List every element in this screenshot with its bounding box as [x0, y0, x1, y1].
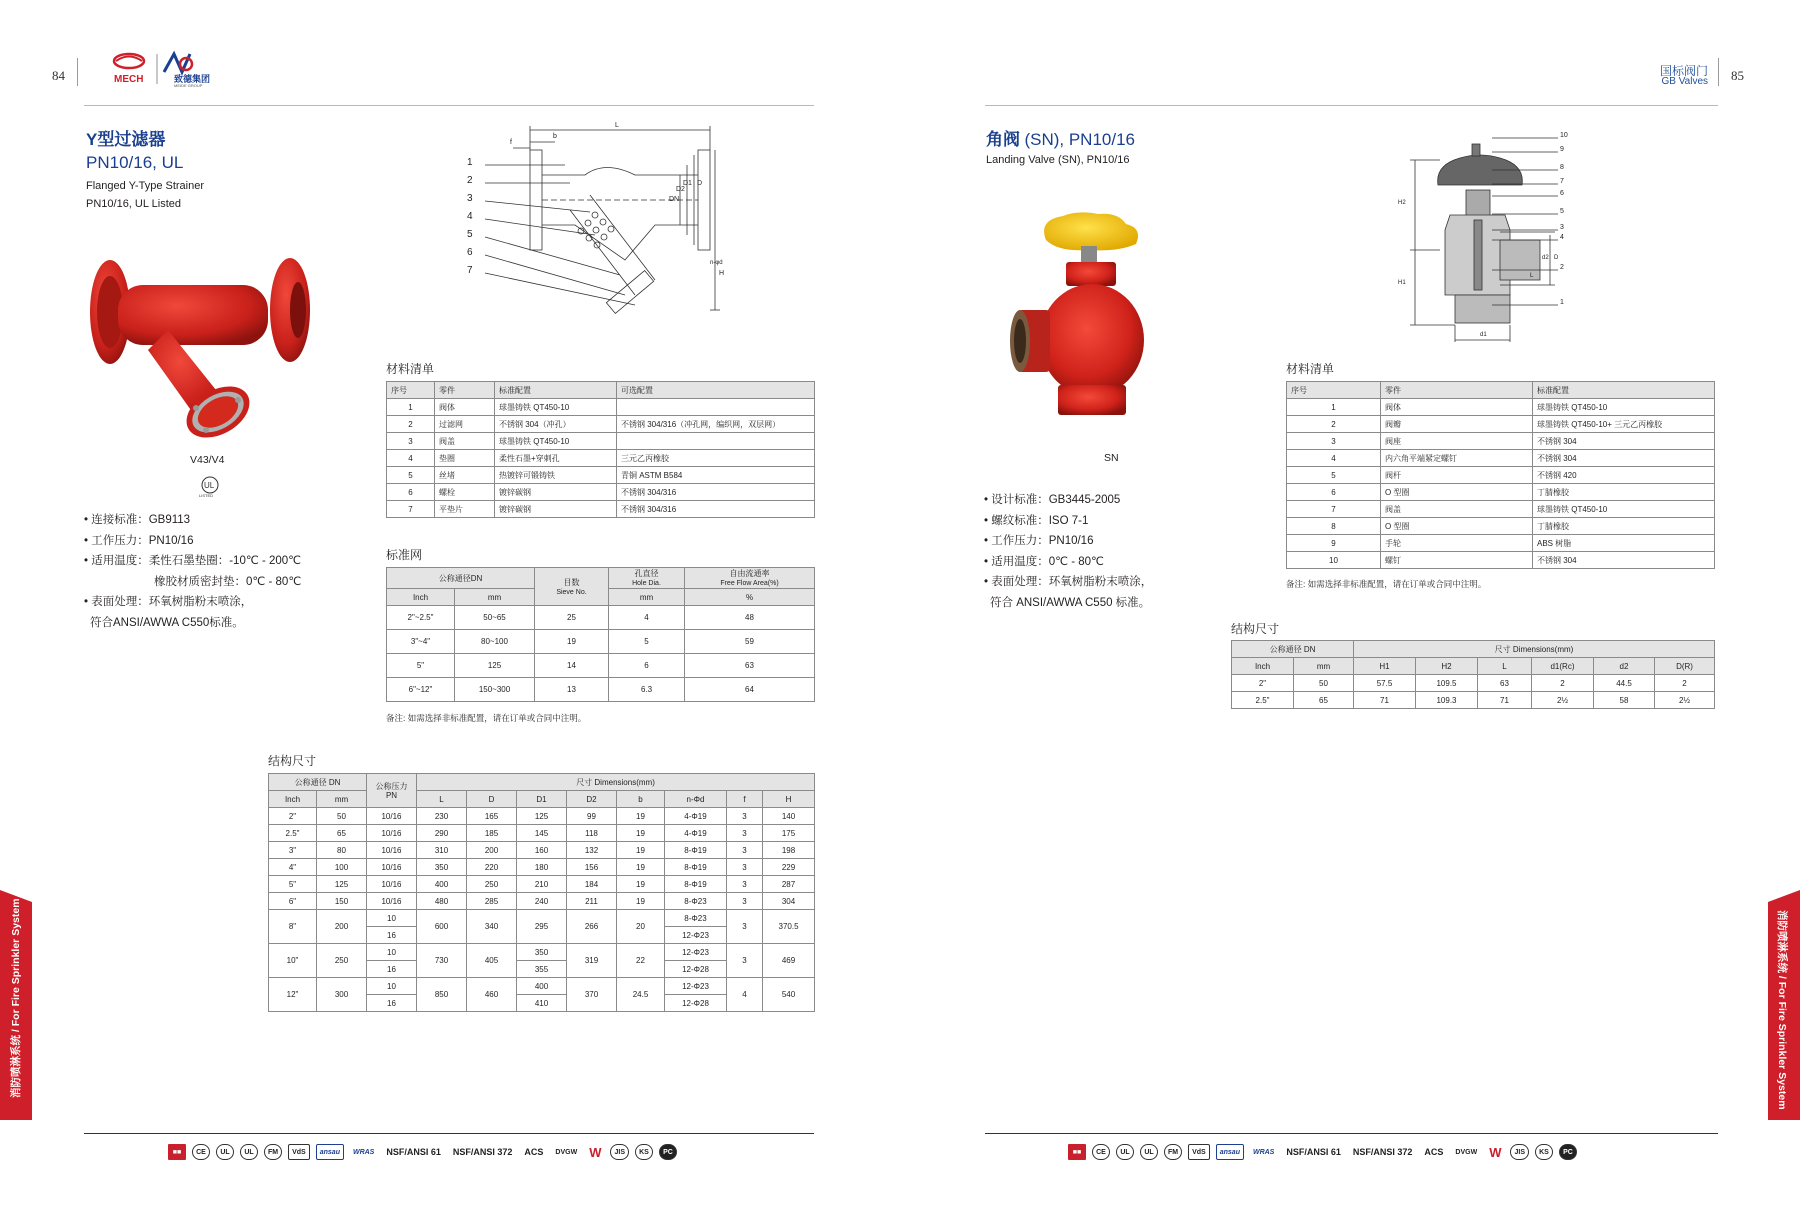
dim-label: D1 [683, 180, 692, 187]
right-side-tab-text: 消防喷淋系统 / For Fire Sprinkler System [1776, 910, 1788, 1110]
dim-label: D [1554, 255, 1559, 261]
valve-materials-note: 备注: 如需选择非标准配置，请在订单或合同中注明。 [1286, 579, 1487, 589]
strainer-materials-title: 材料清单 [386, 362, 435, 376]
cert-w-icon: W [1489, 1144, 1502, 1160]
table-row: 9 手轮 ABS 树脂 [1287, 535, 1715, 552]
dim-label: L [615, 122, 619, 129]
table-header: 序号 [1287, 382, 1381, 399]
cert-w-icon: W [589, 1144, 602, 1160]
cert-ul2-icon: UL [240, 1144, 258, 1160]
ul-listed-text: LISTED [199, 493, 214, 498]
cert-acs-text: ACS [1424, 1147, 1444, 1157]
cert-pc-icon: PC [659, 1144, 677, 1160]
table-row: 2.5" 65 71 109.3 71 2½ 58 2½ [1232, 692, 1715, 709]
spec-line: 符合ANSI/AWWA C550标准。 [90, 616, 244, 629]
table-row: 5" 125 14 6 63 [387, 654, 815, 678]
table-row: 5 丝堵 热镀锌可锻铸铁 青铜 ASTM B584 [387, 467, 815, 484]
table-header: 序号 [387, 382, 435, 399]
ul-listed-icon [199, 476, 221, 494]
cert-dvgw-icon: DVGW [555, 1148, 578, 1156]
cert-vds-icon: VdS [288, 1144, 310, 1160]
dim-label: H [719, 270, 725, 277]
table-row: 3"~4" 80~100 19 5 59 [387, 630, 815, 654]
table-row: 5" 125 10/16 400 250 210 184 19 8-Φ19 3 287 [269, 876, 815, 893]
valve-title [986, 125, 1135, 150]
table-header: 标准配置 [495, 382, 617, 399]
header-rule-right [985, 105, 1718, 106]
callout-label: 10 [1560, 132, 1568, 139]
callout-label: 1 [467, 157, 473, 168]
callout-label: 3 [467, 193, 473, 204]
table-row: 4" 100 10/16 350 220 180 156 19 8-Φ19 3 229 [269, 859, 815, 876]
header-divider-right [1718, 58, 1719, 86]
certification-strip-left [168, 1144, 677, 1160]
cert-ul-icon: UL [216, 1144, 234, 1160]
dim-label: L [1530, 273, 1534, 279]
cert-ansai-icon: ansaи [316, 1144, 344, 1160]
dim-label: d1 [1480, 332, 1487, 338]
strainer-specs [84, 510, 344, 633]
table-header: 公称通径 DN [269, 774, 367, 791]
dim-label: f [510, 139, 512, 146]
spec-line: • 表面处理：环氧树脂粉末喷涂， [84, 596, 253, 608]
table-row: 1 阀体 球墨铸铁 QT450-10 [1287, 399, 1715, 416]
cert-ul2-icon: UL [1140, 1144, 1158, 1160]
table-header: 标准配置 [1533, 382, 1715, 399]
valve-technical-drawing [1380, 130, 1580, 345]
spec-line: • 适用温度：0℃ - 80℃ [984, 555, 1104, 568]
spec-line: • 工作压力：PN10/16 [984, 535, 1094, 547]
valve-materials-title: 材料清单 [1286, 362, 1335, 376]
table-row: 8" 200 10 600 340 295 266 20 8-Φ23 3 370.5 [269, 910, 815, 927]
logo-mech-text: MECH [114, 74, 144, 85]
spec-line: • 工作压力：PN10/16 [84, 534, 194, 547]
cert-pc-icon: PC [1559, 1144, 1577, 1160]
cert-fm-icon: FM [264, 1144, 282, 1160]
table-header: Inch [387, 589, 455, 606]
table-header: 零件 [435, 382, 495, 399]
section-title-en: GB Valves [1661, 76, 1708, 87]
cert-fm-icon: FM [1164, 1144, 1182, 1160]
cert-wras-icon: WRAS [1252, 1148, 1275, 1156]
table-header: mm [609, 589, 685, 606]
valve-specs [984, 490, 1244, 613]
cert-dvgw-icon: DVGW [1455, 1148, 1478, 1156]
dim-label: D [697, 180, 703, 187]
strainer-technical-drawing [455, 120, 765, 345]
valve-title-en: (SN), PN10/16 [1024, 130, 1135, 149]
table-row: 4 垫圈 柔性石墨+穿刺孔 三元乙丙橡胶 [387, 450, 815, 467]
table-header: 尺寸 Dimensions(mm) [417, 774, 815, 791]
strainer-dims-table: 公称通径 DN 公称压力PN 尺寸 Dimensions(mm) Inch mm L D D1 D2 b n-Φd f H 2" 50 10/16 230 165 125 99 19 4-Φ19 3 140 2.5" 65 10/16 290 185 145 118 19 4-Φ19 3 175 3" 80 10/16 310 200 160 132 19 8-Φ19 3 198 4" 100 10/16 350 220 180 156 19 8-Φ19 3 229 5" 125 10/16 400 250 210 184 19 8-Φ19 3 287 6" 150 10/16 480 285 240 211 19 8-Φ23 3 304 8" 200 10 600 340 295 266 20 8-Φ23 3 370.5 16 12-Φ23 10" 250 10 730 405 350 319 22 12-Φ23 3 469 16 355 12-Φ28 12" 300 10 850 460 400 370 24.5 12-Φ23 4 540 16 410 12-Φ28 [268, 773, 815, 1012]
dim-label: D2 [676, 186, 685, 193]
mesh-table [386, 567, 815, 702]
table-row: 6 螺栓 镀锌碳钢 不锈钢 304/316 [387, 484, 815, 501]
callout-label: 5 [1560, 208, 1564, 215]
cert-brand-icon: ■■ [1068, 1144, 1086, 1160]
callout-label: 4 [467, 211, 473, 222]
table-row: 8 O 型圈 丁腈橡胶 [1287, 518, 1715, 535]
table-row: 7 平垫片 镀锌碳钢 不锈钢 304/316 [387, 501, 815, 518]
table-header: 孔直径 Hole Dia. [609, 568, 685, 589]
callout-label: 6 [467, 247, 473, 258]
spec-line: • 连接标准：GB9113 [84, 514, 191, 526]
table-row: 2" 50 10/16 230 165 125 99 19 4-Φ19 3 140 [269, 808, 815, 825]
strainer-title-en: PN10/16, UL [86, 153, 184, 172]
callout-label: 2 [467, 175, 473, 186]
mesh-table-title: 标准网 [386, 548, 423, 562]
cert-nsf372-text: NSF/ANSI 372 [452, 1147, 513, 1157]
svg-text:UL: UL [204, 481, 215, 490]
dim-label: b [553, 133, 557, 140]
table-row: 3" 80 10/16 310 200 160 132 19 8-Φ19 3 198 [269, 842, 815, 859]
callout-label: 6 [1560, 190, 1564, 197]
cert-ce-icon: CE [1092, 1144, 1110, 1160]
table-row: 16 12-Φ23 [269, 927, 815, 944]
callout-label: 1 [1560, 299, 1564, 306]
certification-strip-right [1068, 1144, 1577, 1160]
logo-group-text: 致德集团 [174, 74, 211, 84]
valve-subtitle: Landing Valve (SN), PN10/16 [986, 154, 1130, 166]
callout-label: 7 [1560, 178, 1564, 185]
valve-dims-table: 公称通径 DN 尺寸 Dimensions(mm) Inch mm H1 H2 L d1(Rc) d2 D(R) 2" 50 57.5 109.5 63 2 44.5 2 2.5" 65 71 109.3 71 2½ 58 2½ [1231, 640, 1715, 709]
left-page-number: 84 [52, 68, 65, 83]
strainer-image-caption: V43/V4 [190, 454, 225, 466]
table-row: 6"~12" 150~300 13 6.3 64 [387, 678, 815, 702]
cert-acs-text: ACS [524, 1147, 544, 1157]
cert-nsf372-text: NSF/ANSI 372 [1352, 1147, 1413, 1157]
table-row: 2 过滤网 不锈钢 304（冲孔） 不锈钢 304/316（冲孔网，编织网，双层网） [387, 416, 815, 433]
valve-title-cn: 角阀 [986, 130, 1020, 149]
valve-dims-title: 结构尺寸 [1231, 622, 1280, 636]
dim-label: H2 [1398, 200, 1406, 206]
spec-line: • 适用温度：柔性石墨垫圈：-10℃ - 200℃ [84, 555, 302, 567]
footer-rule-right [985, 1133, 1718, 1134]
table-row: 7 阀盖 球墨铸铁 QT450-10 [1287, 501, 1715, 518]
strainer-title-cn: Y型过滤器 [86, 130, 166, 149]
cert-vds-icon: VdS [1188, 1144, 1210, 1160]
table-row: 3 阀盖 球墨铸铁 QT450-10 [387, 433, 815, 450]
cert-nsf61-text: NSF/ANSI 61 [1286, 1147, 1341, 1157]
callout-label: 4 [1560, 234, 1564, 241]
cert-ks-icon: KS [635, 1144, 653, 1160]
cert-wras-icon: WRAS [352, 1148, 375, 1156]
table-header: 可选配置 [617, 382, 815, 399]
cert-ul-icon: UL [1116, 1144, 1134, 1160]
spec-line: • 设计标准：GB3445-2005 [984, 494, 1121, 506]
mesh-note: 备注: 如需选择非标准配置，请在订单或合同中注明。 [386, 713, 587, 723]
dim-label: n-φd [710, 260, 723, 266]
header-divider-left [77, 58, 78, 86]
table-row: 6" 150 10/16 480 285 240 211 19 8-Φ23 3 304 [269, 893, 815, 910]
callout-label: 5 [467, 229, 473, 240]
cert-nsf61-text: NSF/ANSI 61 [386, 1147, 441, 1157]
spec-line: 橡胶材质密封垫：0℃ - 80℃ [154, 575, 302, 588]
table-row: 2 阀瓣 球墨铸铁 QT450-10+ 三元乙丙橡胶 [1287, 416, 1715, 433]
table-header: 零件 [1381, 382, 1533, 399]
table-row: 10" 250 10 730 405 350 319 22 12-Φ23 3 469 [269, 944, 815, 961]
company-logo [104, 50, 224, 88]
cert-jis-icon: JIS [1510, 1144, 1529, 1160]
dim-label: DN [669, 196, 680, 203]
table-header: 尺寸 Dimensions(mm) [1354, 641, 1715, 658]
ul-listed-badge [199, 476, 221, 500]
landing-valve-photo [1008, 210, 1168, 440]
section-title-cn: 国标阀门 [1659, 64, 1708, 78]
table-row: 2"~2.5" 50~65 25 4 48 [387, 606, 815, 630]
table-row: 16 355 12-Φ28 [269, 961, 815, 978]
table-row: 12" 300 10 850 460 400 370 24.5 12-Φ23 4 540 [269, 978, 815, 995]
table-row: 6 O 型圈 丁腈橡胶 [1287, 484, 1715, 501]
strainer-dims-title: 结构尺寸 [268, 754, 317, 768]
table-row: 1 阀体 球墨铸铁 QT450-10 [387, 399, 815, 416]
cert-ks-icon: KS [1535, 1144, 1553, 1160]
callout-label: 9 [1560, 146, 1564, 153]
callout-label: 3 [1560, 224, 1564, 231]
table-row: 4 内六角平端紧定螺钉 不锈钢 304 [1287, 450, 1715, 467]
table-row: 2" 50 57.5 109.5 63 2 44.5 2 [1232, 675, 1715, 692]
callout-label: 7 [467, 265, 473, 276]
spec-line: • 表面处理：环氧树脂粉末喷涂， [984, 576, 1153, 588]
cert-ce-icon: CE [192, 1144, 210, 1160]
cert-brand-icon: ■■ [168, 1144, 186, 1160]
callout-label: 8 [1560, 164, 1564, 171]
cert-jis-icon: JIS [610, 1144, 629, 1160]
table-header: % [685, 589, 815, 606]
strainer-materials-table [386, 381, 815, 518]
table-header: 目数 Sieve No. [535, 568, 609, 606]
y-strainer-photo [88, 250, 310, 450]
cert-ansai-icon: ansaи [1216, 1144, 1244, 1160]
table-header: 公称通径 DN [1232, 641, 1354, 658]
table-header: 自由流通率 Free Flow Area(%) [685, 568, 815, 589]
table-row: 3 阀座 不锈钢 304 [1287, 433, 1715, 450]
table-header: mm [455, 589, 535, 606]
header-rule-left [84, 105, 814, 106]
logo-group-en: MEIDE GROUP [174, 83, 203, 88]
table-row: 16 410 12-Φ28 [269, 995, 815, 1012]
spec-line: • 螺纹标准：ISO 7-1 [984, 514, 1089, 527]
valve-materials-table [1286, 381, 1715, 569]
callout-label: 2 [1560, 264, 1564, 271]
valve-image-caption: SN [1104, 452, 1119, 464]
table-header: 公称通径DN [387, 568, 535, 589]
strainer-subtitle-1: Flanged Y-Type Strainer [86, 180, 205, 192]
right-page-number: 85 [1731, 68, 1744, 83]
dim-label: H1 [1398, 280, 1406, 286]
left-side-tab-text: 消防喷淋系统 / For Fire Sprinkler System [10, 898, 22, 1098]
table-row: 10 螺钉 不锈钢 304 [1287, 552, 1715, 569]
strainer-subtitle-2: PN10/16, UL Listed [86, 198, 181, 210]
table-row: 2.5" 65 10/16 290 185 145 118 19 4-Φ19 3 175 [269, 825, 815, 842]
table-header: 公称压力PN [367, 774, 417, 808]
dim-label: d2 [1542, 255, 1549, 261]
footer-rule-left [84, 1133, 814, 1134]
spec-line: 符合 ANSI/AWWA C550 标准。 [990, 596, 1151, 609]
table-row: 5 阀杆 不锈钢 420 [1287, 467, 1715, 484]
